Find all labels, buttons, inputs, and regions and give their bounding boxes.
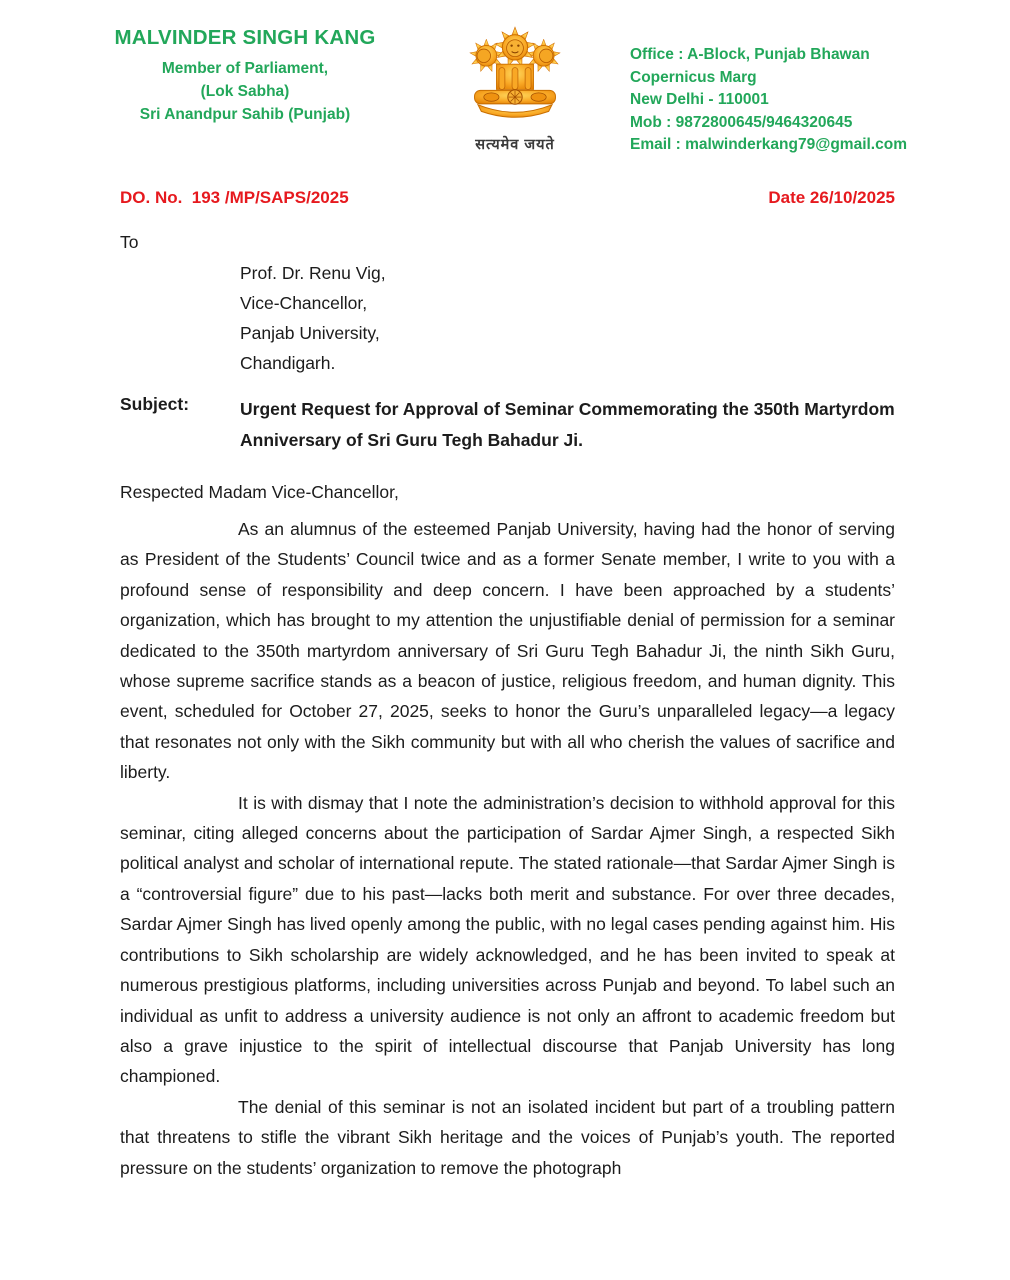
letterhead (0, 0, 1010, 172)
office-contact-block (630, 44, 930, 157)
recipient-address (240, 258, 895, 378)
letter-content (0, 188, 1010, 1183)
sender-title-line: (Lok Sabha) (200, 83, 290, 100)
email-line: Email : malwinderkang79@gmail.com (630, 136, 907, 153)
do-number: DO. No. 193 /MP/SAPS/2025 (120, 188, 349, 207)
recipient-city: Chandigarh. (240, 353, 336, 373)
letter-body (120, 514, 895, 1183)
office-address-line: Office : A-Block, Punjab Bhawan (630, 46, 870, 63)
to-label: To (120, 232, 139, 252)
reference-row (120, 188, 895, 208)
sender-name: MALVINDER SINGH KANG (114, 26, 376, 49)
mobile-number-line: Mob : 9872800645/9464320645 (630, 113, 853, 131)
recipient-institution: Panjab University, (240, 323, 380, 343)
sender-identity-block (112, 26, 378, 126)
subject-row (120, 394, 895, 455)
body-paragraph: It is with dismay that I note the administration’s decision to withhold approval for this seminar, citing alleged concerns about the participation of Sardar Ajmer Singh, a respected Sikh political analyst and scholar of international repute. The stated rationale—that Sardar Ajmer Singh is a “controversial figure” due to his past—lacks both merit and substance. For over three decades, Sardar Ajmer Singh has lived openly among the public, with no legal cases pending against him. His contributions to Sikh scholarship are widely acknowledged, and he has been invited to speak at numerous prestigious platforms, including universities across Punjab and beyond. To label such an individual as unfit to address a university audience is not only an affront to academic freedom but also a grave injustice to the spirit of intellectual discourse that Panjab University has long championed. (120, 792, 895, 1087)
national-emblem-icon (456, 20, 574, 132)
national-emblem (440, 20, 590, 154)
recipient-name: Prof. Dr. Renu Vig, (240, 263, 386, 283)
letter-date: Date 26/10/2025 (768, 188, 895, 207)
salutation: Respected Madam Vice-Chancellor, (120, 482, 399, 502)
sender-constituency-line: Sri Anandpur Sahib (Punjab) (139, 106, 351, 123)
recipient-designation: Vice-Chancellor, (240, 293, 368, 313)
office-address-line: New Delhi - 110001 (630, 91, 769, 108)
body-paragraph: As an alumnus of the esteemed Panjab University, having had the honor of serving as President of the Students’ Council twice and as a former Senate member, I write to you with a profound sense of responsibility and deep concern. I have been approached by a students’ organization, which has brought to my attention the unjustifiable denial of permission for a seminar dedicated to the 350th martyrdom anniversary of Sri Guru Tegh Bahadur Ji, the ninth Sikh Guru, whose supreme sacrifice stands as a beacon of justice, religious freedom, and human dignity. This event, scheduled for October 27, 2025, seeks to honor the Guru’s unparalleled legacy—a legacy that resonates not only with the Sikh community but with all who cherish the values of sacrifice and liberty. (120, 519, 895, 783)
office-address-line: Copernicus Marg (630, 68, 757, 86)
sender-title-line: Member of Parliament, (161, 60, 329, 77)
subject-text: Urgent Request for Approval of Seminar Commemorating the 350th Martyrdom Anniversary of Sri Guru Tegh Bahadur Ji. (240, 399, 895, 450)
body-paragraph: The denial of this seminar is not an isolated incident but part of a troubling pattern that threatens to stifle the vibrant Sikh heritage and the voices of Punjab’s youth. The reported pressure on the students’ organization to remove the photograph (120, 1096, 895, 1178)
emblem-motto: सत्यमेव जयते (475, 137, 555, 153)
subject-label: Subject: (120, 394, 190, 414)
